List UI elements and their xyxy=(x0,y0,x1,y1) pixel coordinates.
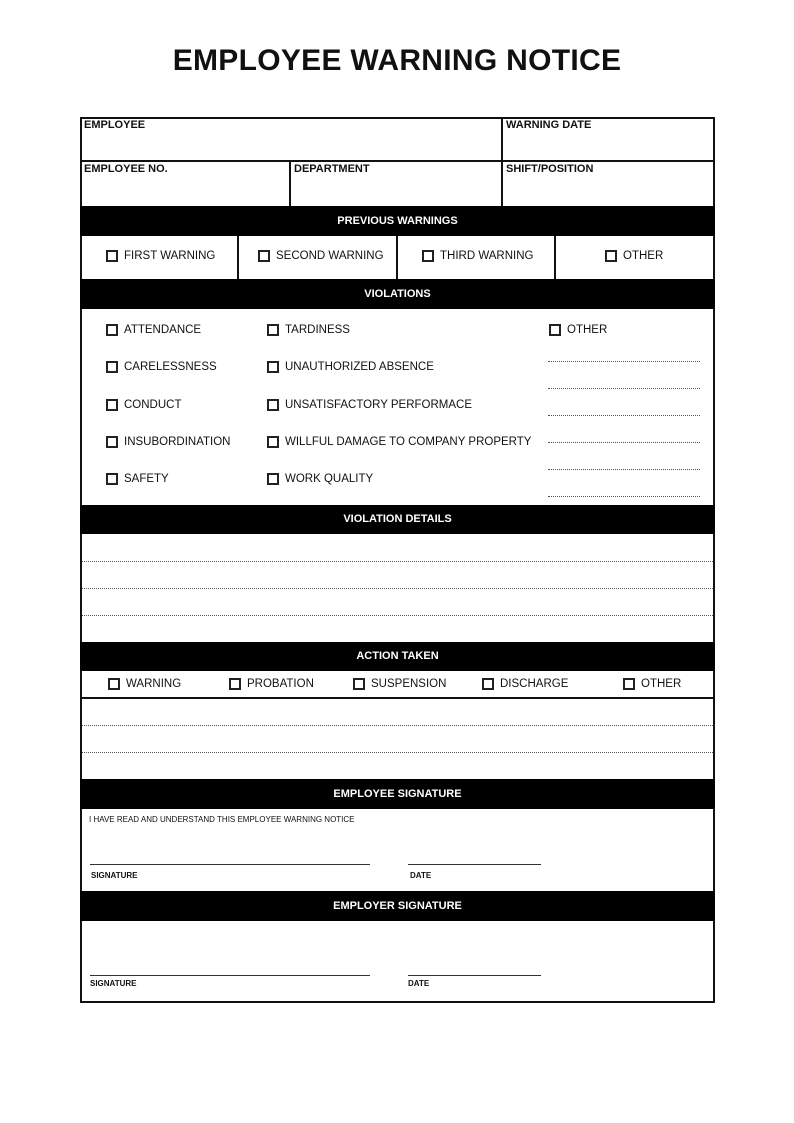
checkbox-icon xyxy=(267,361,279,373)
divider xyxy=(80,697,715,699)
other-warning-checkbox[interactable] xyxy=(605,250,663,262)
employee-signature-header: EMPLOYEE SIGNATURE xyxy=(80,779,715,809)
checkbox-icon xyxy=(106,250,118,262)
first-warning-checkbox[interactable] xyxy=(106,250,215,262)
checkbox-icon xyxy=(267,473,279,485)
checkbox-label: WILLFUL DAMAGE TO COMPANY PROPERTY xyxy=(285,436,532,448)
other-violation-line[interactable] xyxy=(548,469,700,470)
violation-tardiness-checkbox[interactable] xyxy=(267,324,350,336)
checkbox-icon xyxy=(108,678,120,690)
violation-attendance-checkbox[interactable] xyxy=(106,324,201,336)
second-warning-checkbox[interactable] xyxy=(258,250,384,262)
violations-header: VIOLATIONS xyxy=(80,279,715,309)
action-suspension-checkbox[interactable] xyxy=(353,678,446,690)
checkbox-icon xyxy=(106,399,118,411)
checkbox-icon xyxy=(623,678,635,690)
checkbox-icon xyxy=(106,324,118,336)
checkbox-label: SECOND WARNING xyxy=(276,250,384,262)
previous-warnings-header: PREVIOUS WARNINGS xyxy=(80,206,715,236)
divider xyxy=(396,236,398,279)
checkbox-icon xyxy=(267,399,279,411)
checkbox-label: CONDUCT xyxy=(124,399,182,411)
shift-position-field[interactable]: SHIFT/POSITION xyxy=(506,163,594,175)
checkbox-icon xyxy=(229,678,241,690)
other-violation-line[interactable] xyxy=(548,496,700,497)
employee-date-line[interactable] xyxy=(408,864,541,865)
signature-label: SIGNATURE xyxy=(91,871,138,880)
checkbox-icon xyxy=(267,436,279,448)
checkbox-label: DISCHARGE xyxy=(500,678,569,690)
department-field[interactable]: DEPARTMENT xyxy=(294,163,370,175)
action-other-checkbox[interactable] xyxy=(623,678,681,690)
violation-conduct-checkbox[interactable] xyxy=(106,399,182,411)
checkbox-icon xyxy=(106,436,118,448)
action-warning-checkbox[interactable] xyxy=(108,678,181,690)
violation-safety-checkbox[interactable] xyxy=(106,473,169,485)
other-violation-line[interactable] xyxy=(548,415,700,416)
checkbox-label: WORK QUALITY xyxy=(285,473,374,485)
divider xyxy=(501,117,503,206)
divider xyxy=(237,236,239,279)
violation-unsatisfactory-performance-checkbox[interactable] xyxy=(267,399,472,411)
checkbox-label: ATTENDANCE xyxy=(124,324,202,336)
violation-other-checkbox[interactable] xyxy=(549,324,607,336)
action-taken-header: ACTION TAKEN xyxy=(80,642,715,671)
divider xyxy=(80,160,715,162)
other-violation-line[interactable] xyxy=(548,388,700,389)
details-line[interactable] xyxy=(82,615,713,616)
employer-signature-header: EMPLOYER SIGNATURE xyxy=(80,891,715,921)
date-label: DATE xyxy=(408,979,430,988)
other-violation-line[interactable] xyxy=(548,442,700,443)
date-label: DATE xyxy=(410,871,432,880)
checkbox-label: UNSATISFACTORY PERFORMACE xyxy=(285,399,473,411)
details-line[interactable] xyxy=(82,561,713,562)
checkbox-label: SUSPENSION xyxy=(371,678,447,690)
checkbox-label: WARNING xyxy=(126,678,182,690)
checkbox-label: FIRST WARNING xyxy=(124,250,216,262)
divider xyxy=(289,161,291,206)
checkbox-icon xyxy=(549,324,561,336)
checkbox-icon xyxy=(482,678,494,690)
acknowledgement-statement: I HAVE READ AND UNDERSTAND THIS EMPLOYEE WARNING NOTICE xyxy=(89,815,355,824)
employer-signature-line[interactable] xyxy=(90,975,370,976)
violation-unauthorized-absence-checkbox[interactable] xyxy=(267,361,434,373)
employee-signature-line[interactable] xyxy=(90,864,370,865)
checkbox-icon xyxy=(353,678,365,690)
checkbox-icon xyxy=(267,324,279,336)
checkbox-icon xyxy=(106,361,118,373)
other-violation-line[interactable] xyxy=(548,361,700,362)
checkbox-icon xyxy=(258,250,270,262)
employee-field[interactable]: EMPLOYEE xyxy=(84,119,146,131)
checkbox-label: TARDINESS xyxy=(285,324,350,336)
details-line[interactable] xyxy=(82,588,713,589)
signature-label: SIGNATURE xyxy=(90,979,137,988)
checkbox-label: SAFETY xyxy=(124,473,169,485)
violation-insubordination-checkbox[interactable] xyxy=(106,436,231,448)
warning-date-field[interactable]: WARNING DATE xyxy=(506,119,592,131)
checkbox-label: UNAUTHORIZED ABSENCE xyxy=(285,361,434,373)
checkbox-label: OTHER xyxy=(641,678,682,690)
employee-no-field[interactable]: EMPLOYEE NO. xyxy=(84,163,168,175)
checkbox-icon xyxy=(106,473,118,485)
action-probation-checkbox[interactable] xyxy=(229,678,314,690)
checkbox-icon xyxy=(422,250,434,262)
checkbox-icon xyxy=(605,250,617,262)
action-line[interactable] xyxy=(82,752,713,753)
violation-work-quality-checkbox[interactable] xyxy=(267,473,373,485)
action-discharge-checkbox[interactable] xyxy=(482,678,568,690)
divider xyxy=(554,236,556,279)
page-title: EMPLOYEE WARNING NOTICE xyxy=(172,44,622,77)
checkbox-label: OTHER xyxy=(567,324,608,336)
employer-date-line[interactable] xyxy=(408,975,541,976)
checkbox-label: CARELESSNESS xyxy=(124,361,217,373)
action-line[interactable] xyxy=(82,725,713,726)
checkbox-label: INSUBORDINATION xyxy=(124,436,231,448)
violation-willful-damage-checkbox[interactable] xyxy=(267,436,531,448)
third-warning-checkbox[interactable] xyxy=(422,250,533,262)
checkbox-label: THIRD WARNING xyxy=(440,250,534,262)
checkbox-label: OTHER xyxy=(623,250,664,262)
violation-details-header: VIOLATION DETAILS xyxy=(80,505,715,534)
checkbox-label: PROBATION xyxy=(247,678,314,690)
violation-carelessness-checkbox[interactable] xyxy=(106,361,217,373)
